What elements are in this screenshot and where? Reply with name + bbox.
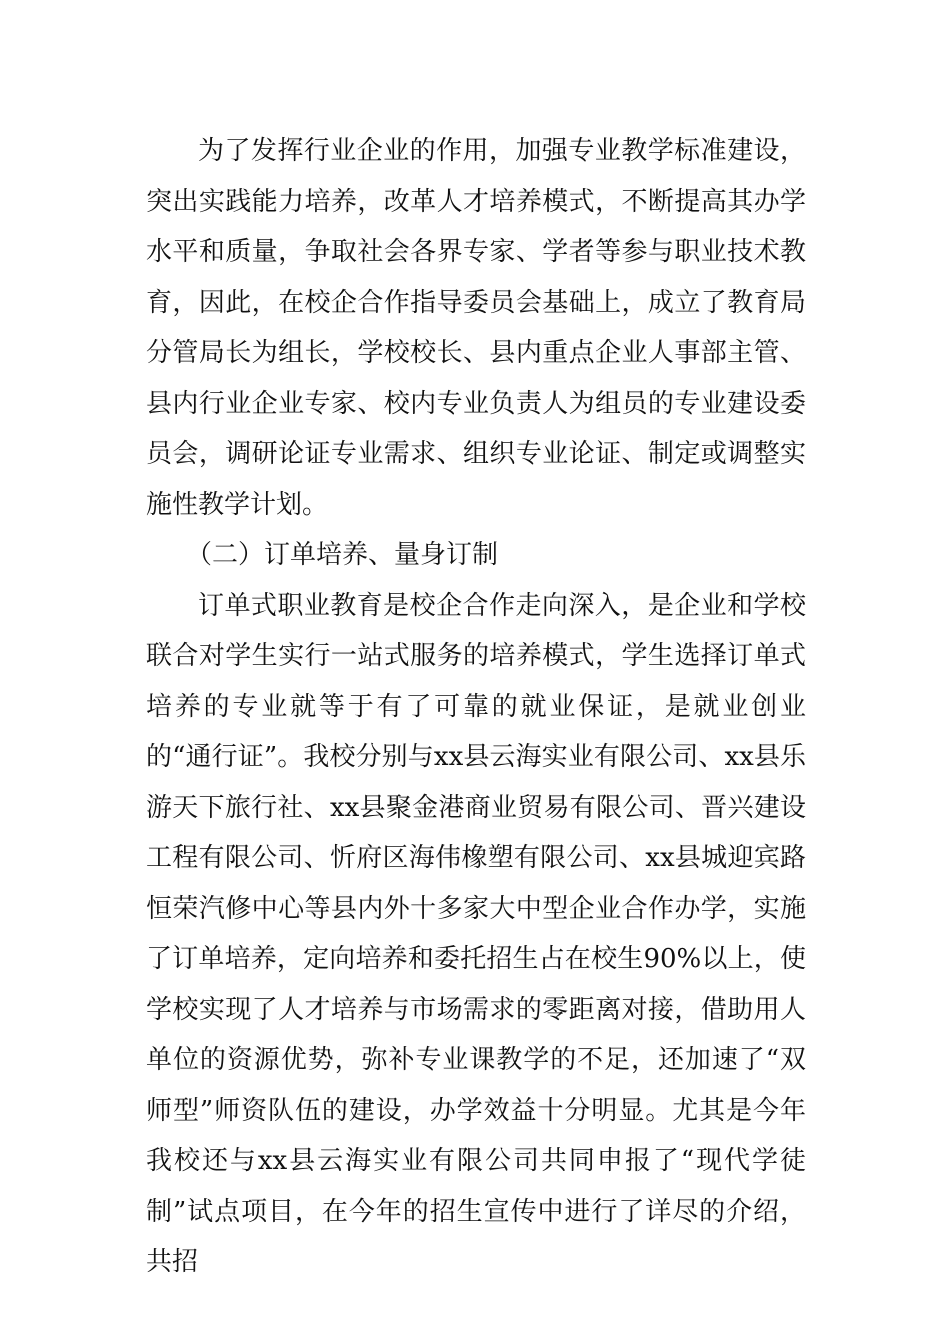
- document-body: [146, 126, 806, 1288]
- section-heading-order-training: （二）订单培养、量身订制: [186, 540, 499, 570]
- body-paragraph-professional-committee: 为了发挥行业企业的作用，加强专业教学标准建设，突出实践能力培养，改革人才培养模式，不断提高其办学水平和质量，争取社会各界专家、学者等参与职业技术教育，因此，在校企合作指导委员会基础上，成立了教育局分管局长为组长，学校校长、县内重点企业人事部主管、县内行业企业专家、校内专业负责人为组员的专业建设委员会，调研论证专业需求、组织专业论证、制定或调整实施性教学计划。: [146, 136, 806, 520]
- body-paragraph-order-education: 订单式职业教育是校企合作走向深入，是企业和学校联合对学生实行一站式服务的培养模式，学生选择订单式培养的专业就等于有了可靠的就业保证，是就业创业的“通行证”。我校分别与xx县云海实业有限公司、xx县乐游天下旅行社、xx县聚金港商业贸易有限公司、晋兴建设工程有限公司、忻府区海伟橡塑有限公司、xx县城迎宾路恒荣汽修中心等县内外十多家大中型企业合作办学，实施了订单培养，定向培养和委托招生占在校生90%以上，使学校实现了人才培养与市场需求的零距离对接，借助用人单位的资源优势，弥补专业课教学的不足，还加速了“双师型”师资队伍的建设，办学效益十分明显。尤其是今年我校还与xx县云海实业有限公司共同申报了“现代学徒制”试点项目，在今年的招生宣传中进行了详尽的介绍，共招: [146, 590, 806, 1277]
